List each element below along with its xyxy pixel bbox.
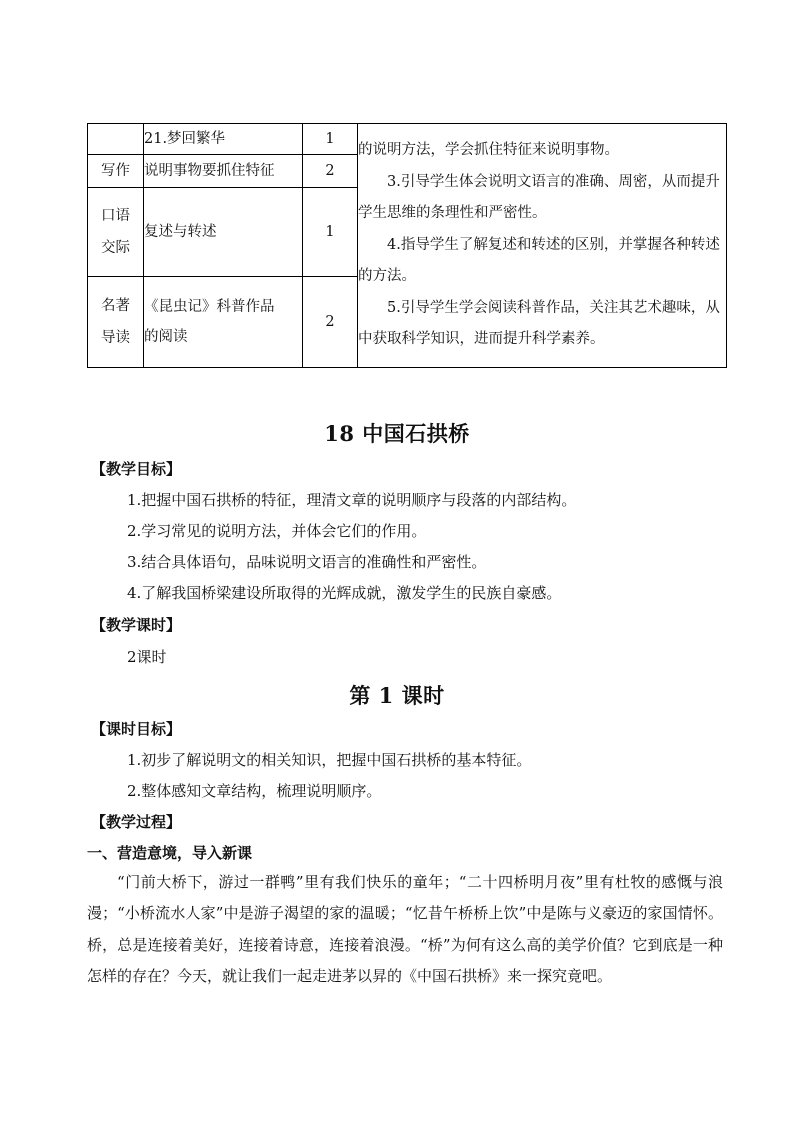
goal-line: 的说明方法，学会抓住特征来说明事物。 xyxy=(358,142,619,159)
objective-line: 1.把握中国石拱桥的特征，理清文章的说明顺序与段落的内部结构。 xyxy=(127,491,577,509)
category-line: 名著 xyxy=(101,298,130,314)
category-cell xyxy=(88,277,144,368)
goal-line: 5.引导学生学会阅读科普作品，关注其艺术趣味，从中获取科学知识，进而提升科学素养。 xyxy=(358,299,720,348)
hours-cell: 2 xyxy=(303,277,358,368)
category-line: 交际 xyxy=(101,240,130,256)
intro-paragraph: “门前大桥下，游过一群鸭”里有我们快乐的童年；“二十四桥明月夜”里有杜牧的感慨与浪漫；“小桥流水人家”中是游子渴望的家的温暖；“忆昔午桥桥上饮”中是陈与义豪迈的家国情怀。桥，总是连接着美好，连接着诗意，连接着浪漫。“桥”为何有这么高的美学价值？它到底是一种怎样的存在？今天，就让我们一起走进茅以昇的《中国石拱桥》来一探究竟吧。 xyxy=(87,873,723,985)
hours-cell: 1 xyxy=(303,188,358,277)
item-cell: 说明事物要抓住特征 xyxy=(144,155,303,188)
category-line: 口语 xyxy=(101,208,130,224)
hours-cell: 1 xyxy=(303,124,358,155)
objective-line: 2.学习常见的说明方法，并体会它们的作用。 xyxy=(127,522,427,540)
goal-line: 4.指导学生了解复述和转述的区别，并掌握各种转述的方法。 xyxy=(358,236,720,285)
category-cell xyxy=(88,188,144,277)
unit-plan-table xyxy=(87,123,727,368)
objective-line: 4.了解我国桥梁建设所取得的光辉成就，激发学生的民族自豪感。 xyxy=(127,584,562,602)
step-title: 一、营造意境，导入新课 xyxy=(87,844,253,862)
period-objective-line: 1.初步了解说明文的相关知识，把握中国石拱桥的基本特征。 xyxy=(127,751,532,769)
goal-line: 3.引导学生体会说明文语言的准确、周密，从而提升学生思维的条理性和严密性。 xyxy=(358,173,720,222)
goals-cell xyxy=(358,124,727,368)
item-cell xyxy=(144,277,303,368)
category-line: 导读 xyxy=(101,330,130,346)
period-objectives-label: 【课时目标】 xyxy=(91,720,182,738)
objective-line: 3.结合具体语句，品味说明文语言的准确性和严密性。 xyxy=(127,553,487,571)
objectives-label: 【教学目标】 xyxy=(91,460,182,478)
category-cell: 写作 xyxy=(88,155,144,188)
hours-label: 【教学课时】 xyxy=(91,616,182,634)
hours-value: 2课时 xyxy=(127,648,167,666)
category-cell xyxy=(88,124,144,155)
item-line: 的阅读 xyxy=(144,329,188,345)
period-objective-line: 2.整体感知文章结构，梳理说明顺序。 xyxy=(127,782,382,800)
item-cell: 21.梦回繁华 xyxy=(144,124,303,155)
item-cell: 复述与转述 xyxy=(144,188,303,277)
table-row xyxy=(88,124,727,155)
item-line: 《昆虫记》科普作品 xyxy=(144,299,275,315)
lesson-title: 18 中国石拱桥 xyxy=(324,421,470,446)
hours-cell: 2 xyxy=(303,155,358,188)
process-label: 【教学过程】 xyxy=(91,813,182,831)
period-title: 第 1 课时 xyxy=(349,683,445,708)
